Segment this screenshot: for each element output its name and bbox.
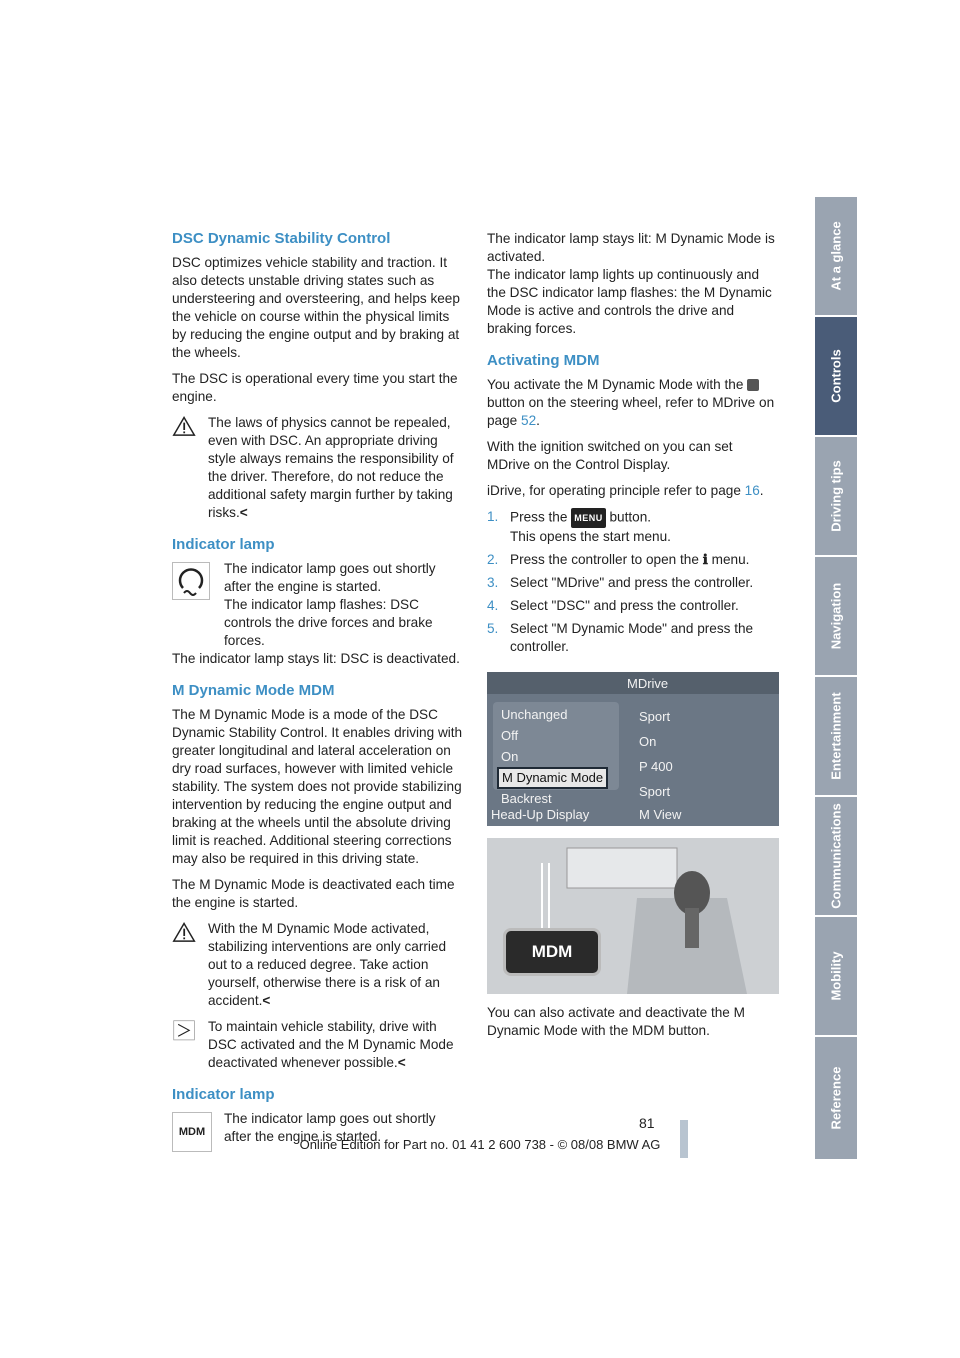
heading-indicator-lamp-2: Indicator lamp (172, 1086, 275, 1103)
mdm-paragraph-2: The M Dynamic Mode is deactivated each time the engine is started. (172, 877, 455, 910)
tab-entertainment[interactable]: Entertainment (815, 677, 857, 797)
value-item: Sport (639, 709, 671, 724)
right-column (487, 230, 779, 1048)
warning-text-1: The laws of physics cannot be repealed, even with DSC. An appropriate driving style always remains the responsibility of the driver. Therefore, do not reduce the additional safety margin further by taking risks. (208, 415, 454, 520)
screen-title: MDrive (627, 676, 669, 691)
mdm-button-paragraph: You can also activate and deactivate the M Dynamic Mode with the MDM button. (487, 1005, 745, 1038)
center-console-photo (487, 838, 779, 994)
activating-paragraph: You activate the M Dynamic Mode with the button on the steering wheel, refer to MDrive on page 52. (487, 377, 775, 428)
mdm-indicator-icon: MDM (172, 1112, 212, 1152)
page-link-52[interactable]: 52 (521, 413, 537, 428)
warning-icon (172, 416, 202, 444)
heading-dsc: DSC Dynamic Stability Control (172, 230, 391, 247)
menu-item: Head-Up Display (491, 807, 590, 822)
steering-wheel-button-icon (747, 379, 759, 391)
info-icon: ℹ (702, 552, 708, 567)
menu-item: Backrest (501, 791, 552, 806)
tab-driving-tips[interactable]: Driving tips (815, 437, 857, 557)
warning-block-1 (172, 414, 464, 522)
heading-indicator-lamp-1: Indicator lamp (172, 536, 275, 553)
warning-text-2: With the M Dynamic Mode activated, stabilizing interventions are only carried out to a reduced degree. Take action yourself, otherwise there is a risk of an accident. (208, 921, 447, 1008)
indicator-1-text-c: The indicator lamp stays lit: DSC is deactivated. (172, 651, 460, 666)
tab-communications[interactable]: Communications (815, 797, 857, 917)
end-mark: < (239, 505, 248, 520)
value-item: P 400 (639, 759, 673, 774)
page-number: 81 (639, 1115, 655, 1131)
list-item: 2. Press the controller to open the ℹ menu. (487, 552, 750, 567)
list-item: 3. Select "MDrive" and press the controller. (487, 575, 754, 590)
end-mark: < (397, 1055, 406, 1070)
footer-text: Online Edition for Part no. 01 41 2 600 738 - © 08/08 BMW AG (299, 1137, 661, 1152)
menu-item: Off (501, 728, 519, 743)
idrive-text: iDrive, for operating principle refer to page (487, 483, 741, 498)
control-display-screenshot (487, 672, 779, 826)
warning-icon (172, 922, 202, 950)
value-item: M View (639, 807, 682, 822)
value-item: Sport (639, 784, 671, 799)
chapter-tabs (815, 197, 857, 1159)
list-item: 1. Press the MENU button. This opens the start menu. (487, 509, 671, 544)
note-icon (172, 1020, 202, 1048)
tab-mobility[interactable]: Mobility (815, 917, 857, 1037)
ignition-paragraph: With the ignition switched on you can set MDrive on the Control Display. (487, 439, 733, 472)
note-block (172, 1018, 464, 1072)
tab-navigation[interactable]: Navigation (815, 557, 857, 677)
mdm-button-closeup: MDM (503, 928, 601, 976)
heading-mdm: M Dynamic Mode MDM (172, 682, 335, 699)
screen-header (487, 672, 779, 694)
indicator-block-1 (172, 560, 464, 668)
list-item: 5. Select "M Dynamic Mode" and press the controller. (487, 621, 754, 654)
value-item: On (639, 734, 657, 749)
tab-reference[interactable]: Reference (815, 1037, 857, 1159)
menu-item: Unchanged (501, 707, 568, 722)
menu-item: On (501, 749, 519, 764)
left-column (172, 230, 464, 1154)
warning-block-2 (172, 920, 464, 1010)
activating-text-b: button on the steering wheel, refer to MDrive on page (487, 395, 775, 428)
steps-list (487, 508, 779, 656)
list-item: 4. Select "DSC" and press the controller. (487, 598, 739, 613)
menu-item-selected: M Dynamic Mode (497, 767, 608, 789)
indicator-2-text: The indicator lamp goes out shortly after the engine is started. (224, 1111, 436, 1144)
tab-controls[interactable]: Controls (815, 317, 857, 437)
dsc-paragraph-2: The DSC is operational every time you start the engine. (172, 371, 458, 404)
dsc-paragraph-1: DSC optimizes vehicle stability and traction. It also detects unstable driving states such as understeering and oversteering, and helps keep the vehicle on course within the physical limits by reducing the engine output and by braking at the wheels. (172, 255, 460, 360)
indicator-1-text-b: The indicator lamp flashes: DSC controls the drive forces and brake forces. (224, 597, 433, 648)
end-mark: < (262, 993, 271, 1008)
mdm-status-1: The indicator lamp stays lit: M Dynamic Mode is activated. (487, 231, 775, 264)
note-text: To maintain vehicle stability, drive with DSC activated and the M Dynamic Mode deactivated whenever possible. (208, 1019, 454, 1070)
heading-activating-mdm: Activating MDM (487, 352, 600, 369)
indicator-1-text-a: The indicator lamp goes out shortly after the engine is started. (224, 561, 436, 594)
mdm-status-2: The indicator lamp lights up continuously and the DSC indicator lamp flashes: the M Dynamic Mode is active and controls the drive and braking forces. (487, 267, 772, 336)
idrive-paragraph: iDrive, for operating principle refer to page 16. (487, 483, 764, 498)
dsc-indicator-icon (172, 562, 210, 600)
tab-at-a-glance[interactable]: At a glance (815, 197, 857, 317)
activating-text-a: You activate the M Dynamic Mode with the (487, 377, 744, 392)
menu-button-icon: MENU (571, 508, 606, 528)
mdm-paragraph-1: The M Dynamic Mode is a mode of the DSC Dynamic Stability Control. It enables driving with greater longitudinal and lateral acceleration on dry road surfaces, however with limited vehicle stability. The system does not provide stabilizing intervention by reducing the engine output and braking at the wheels until the absolute driving limit is reached. Additional steering corrections may also be required in this driving state. (172, 707, 463, 866)
page-link-16[interactable]: 16 (744, 483, 760, 498)
